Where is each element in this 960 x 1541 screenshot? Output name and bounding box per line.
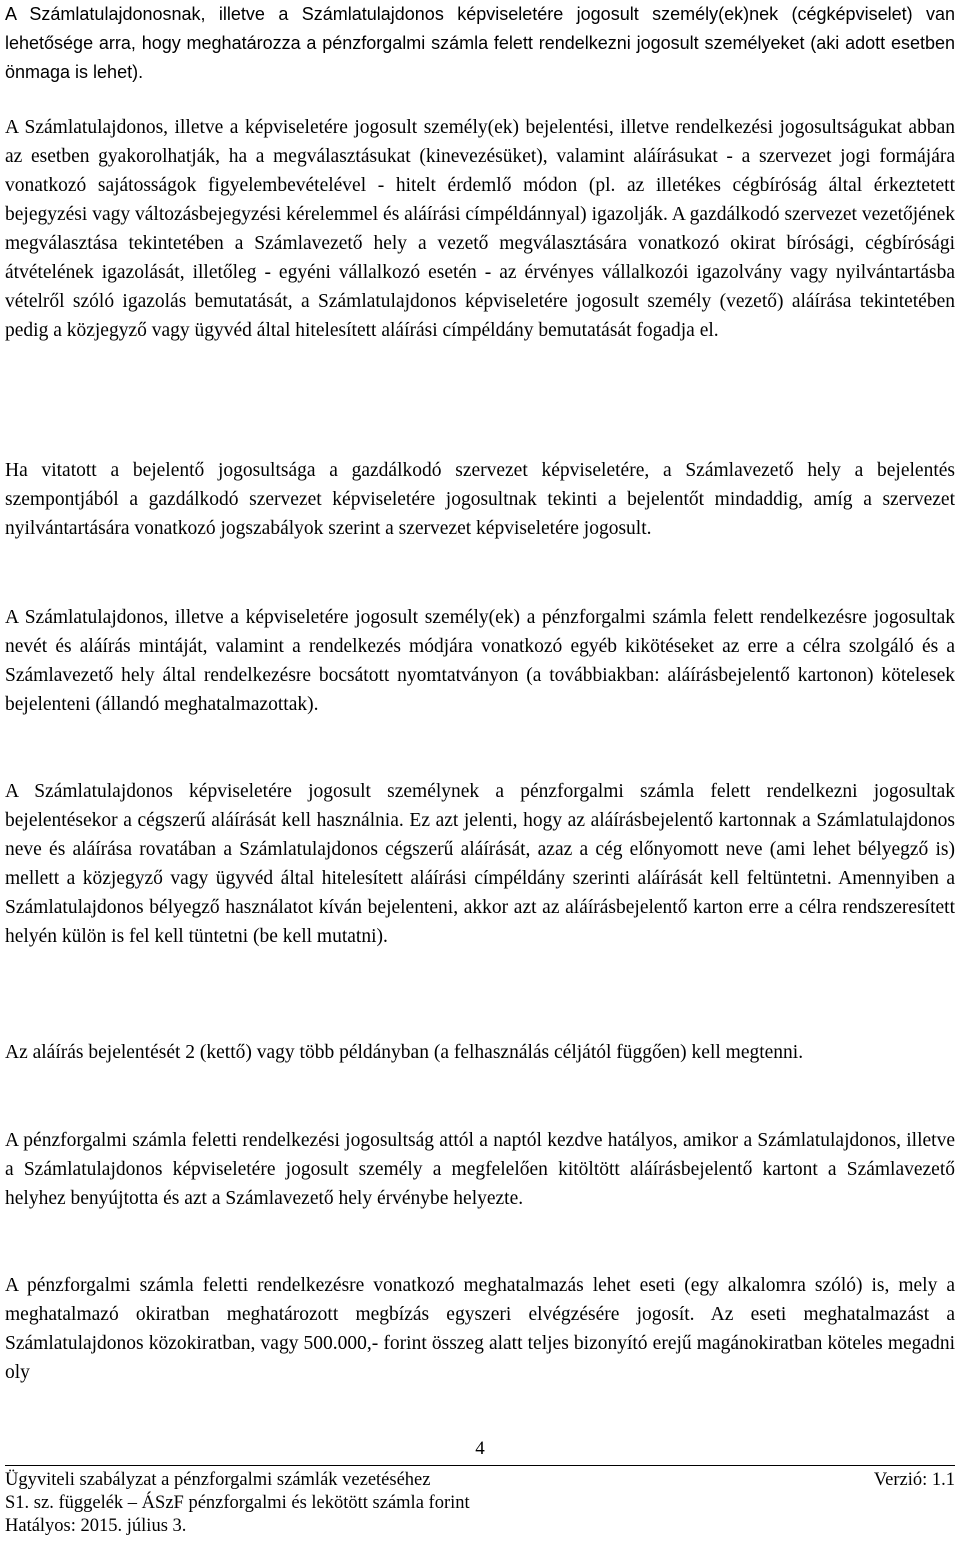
paragraph-copies: Az aláírás bejelentését 2 (kettő) vagy több példányban (a felhasználás céljától függően) kell megtenni.	[5, 1042, 804, 1063]
footer-version: Verzió: 1.1	[873, 1470, 955, 1490]
footer-appendix: S1. sz. függelék – ÁSzF pénzforgalmi és lekötött számla forint	[5, 1493, 470, 1513]
footer-title: Ügyviteli szabályzat a pénzforgalmi számlák vezetéséhez	[5, 1470, 431, 1490]
page-footer	[5, 1465, 955, 1538]
paragraph-disputed-authority: Ha vitatott a bejelentő jogosultsága a gazdálkodó szervezet képviseletére, a Számlavezető hely a bejelentés szempontjából a gazdálkodó szervezet képviseletére jogosultnak tekinti a bejelentőt mindaddig, amíg a szervezet nyilvántartására vonatkozó jogszabályok szerint a szervezet képviseletére jogosult.	[5, 460, 955, 539]
paragraph-signature-card: A Számlatulajdonos, illetve a képviseletére jogosult személy(ek) a pénzforgalmi számla felett rendelkezésre jogosultak nevét és aláírás mintáját, valamint a rendelkezés módjára vonatkozó egyéb kikötéseket az erre a célra szolgáló és a Számlavezető hely által rendelkezésre bocsátott nyomtatványon (a továbbiakban: aláírásbejelentő kartonon) kötelesek bejelenteni (állandó meghatalmazottak).	[5, 607, 955, 715]
page-number: 4	[475, 1438, 485, 1459]
paragraph-signatory-right: A Számlatulajdonosnak, illetve a Számlatulajdonos képviseletére jogosult személy(ek)nek (cégképviselet) van lehetősége arra, hogy meghatározza a pénzforgalmi számla felett rendelkezni jogosult személyeket (aki adott esetben önmaga is lehet).	[5, 4, 955, 82]
footer-row-title	[5, 1469, 955, 1492]
paragraph-one-time-authorization: A pénzforgalmi számla feletti rendelkezésre vonatkozó meghatalmazás lehet eseti (egy alkalomra szóló) is, mely a meghatalmazó okiratban meghatározott megbízás egyszeri elvégzésére jogosít. Az eseti meghatalmazást a Számlatulajdonos közokiratban, vagy 500.000,- forint összeg alatt teljes bizonyító erejű magánokiratban köteles megadni oly	[5, 1275, 955, 1383]
paragraph-effective-date: A pénzforgalmi számla feletti rendelkezési jogosultság attól a naptól kezdve hatályos, amikor a Számlatulajdonos, illetve a Számlatulajdonos képviseletére jogosult személy a megfelelően kitöltött aláírásbejelentő kartont a Számlavezető helyhez benyújtotta és azt a Számlavezető hely érvénybe helyezte.	[5, 1130, 955, 1209]
footer-effective-date: Hatályos: 2015. július 3.	[5, 1516, 187, 1536]
paragraph-authorization-proof: A Számlatulajdonos, illetve a képviseletére jogosult személy(ek) bejelentési, illetve rendelkezési jogosultságukat abban az esetben gyakorolhatják, ha a megválasztásukat (kinevezésüket), valamint aláírásukat - a szervezet jogi formájára vonatkozó sajátosságok figyelembevételével - hitelt érdemlő módon (pl. az illetékes cégbíróság által érkeztetett bejegyzési vagy változásbejegyzési kérelemmel és aláírási címpéldánnyal) igazolják. A gazdálkodó szervezet vezetőjének megválasztása tekintetében a Számlavezető hely a vezető megválasztására vonatkozó okirat bírósági, cégbírósági átvételének igazolását, illetőleg - egyéni vállalkozó esetén - az érvényes vállalkozói igazolvány vagy nyilvántartásba vételről szóló igazolás bemutatását, a Számlatulajdonos képviseletére jogosult személy (vezető) aláírása tekintetében pedig a közjegyző vagy ügyvéd által hitelesített aláírási címpéldány bemutatását fogadja el.	[5, 117, 955, 341]
paragraph-company-signature: A Számlatulajdonos képviseletére jogosult személynek a pénzforgalmi számla felett rendelkezni jogosultak bejelentésekor a cégszerű aláírását kell használnia. Ez azt jelenti, hogy az aláírásbejelentő kartonnak a Számlatulajdonos neve és aláírása rovatában a Számlatulajdonos cégszerű aláírását, azaz a cég előnyomott neve (ami lehet bélyegző is) mellett a közjegyző vagy ügyvéd által hitelesített aláírási címpéldány szerinti aláírását kell feltüntetni. Amennyiben a Számlatulajdonos bélyegző használatot kíván bejelenteni, akkor azt az aláírásbejelentő karton erre a célra rendszeresített helyén külön is fel kell tüntetni (be kell mutatni).	[5, 781, 955, 947]
